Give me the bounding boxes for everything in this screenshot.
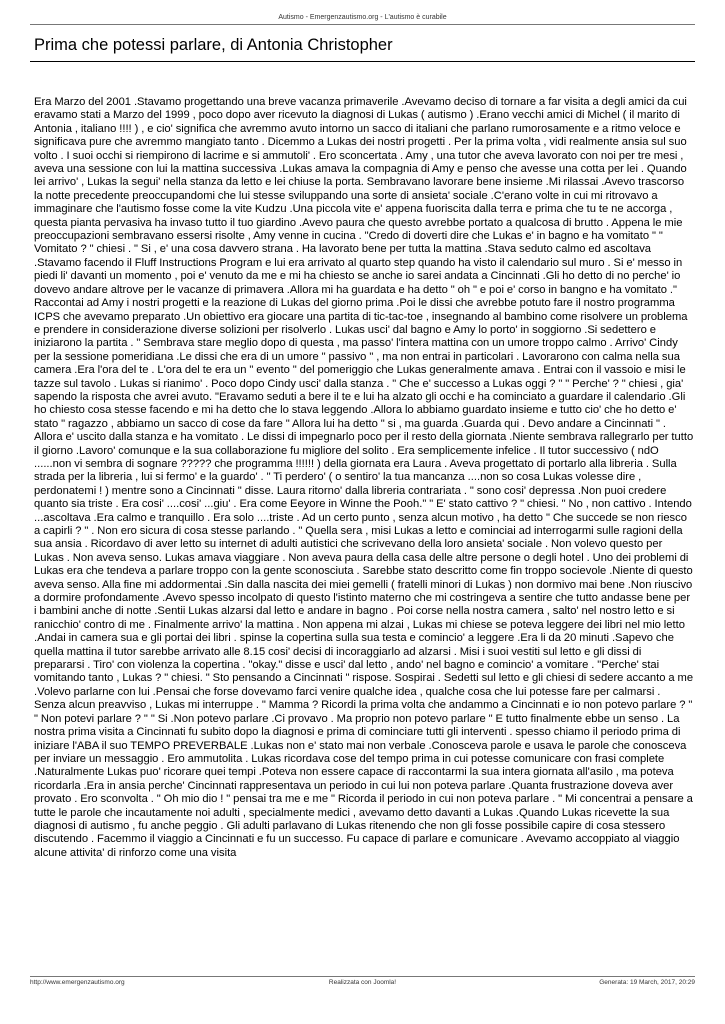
article-title: Prima che potessi parlare, di Antonia Christopher bbox=[34, 36, 393, 54]
title-divider bbox=[30, 61, 695, 62]
footer-powered-by: Realizzata con Joomla! bbox=[328, 979, 397, 986]
site-header-line: Autismo - Emergenzautismo.org - L'autismo è curabile bbox=[30, 14, 695, 25]
page-footer bbox=[30, 976, 695, 986]
footer-generated-date: Generata: 19 March, 2017, 20:29 bbox=[599, 979, 696, 986]
article-body: Era Marzo del 2001 .Stavamo progettando una breve vacanza primaverile .Avevamo deciso di tornare a far visita a degli amici da cui eravamo stati a Marzo del 1999 , poco dopo aver ricevuto la diagnosi di Lukas ( autismo ) .Erano vecchi amici di Michel ( il marito di Antonia , italiano !!!! ) , e cio' significa che avremmo avuto intorno un sacco di italiani che parlano rumorosamente e a ritmo veloce e significava pure che avremmo mangiato tanto . Dicemmo a Lukas dei nostri progetti . Per la prima volta , vidi realmente ansia sul suo volto . I suoi occhi si riempirono di lacrime e si ammutoli' . Ero sconcertata . Amy , una tutor che aveva lavorato con noi per tre mesi , aveva una sessione con lui la mattina successiva .Lukas amava la compagnia di Amy e penso che avesse una cotta per lei . Quando lei arrivo' , Lukas la segui' nella stanza da letto e lei chiuse la porta. Sembravano lavorare bene insieme .Mi rilassai .Avevo trascorso la notte precedente preoccupandomi che lui stesse sviluppando una sorte di ansieta' sociale .C'erano volte in cui mi ritrovavo a immaginare che l'autismo fosse come la vite Kudzu .Una piccola vite e' appena fuoriscita dalla terra e prima che tu te ne accorga , questa pianta pervasiva ha invaso tutto il tuo giardino .Avevo paura che questo avrebbe portato a qualcosa di brutto . Appena le mie preoccupazioni sembravano essersi risolte , Amy venne in cucina . "Credo di doverti dire che Lukas e' in bagno e ha vomitato " " Vomitato ? " chiesi . " Si , e' una cosa davvero strana . Ha lavorato bene per tutta la mattina .Stava seduto calmo ed ascoltava .Stavamo facendo il Fluff Instructions Program e lui era arrivato al quarto step quando ha visto il calendario sul muro . Si e' messo in piedi li' davanti un momento , poi e' venuto da me e mi ha chiesto se anche io sarei andata a Cincinnati .Gli ho detto di no perche' io dovevo andare altrove per le vacanze di primavera .Allora mi ha guardata e ha detto " oh " e poi e' corso in bangno e ha vomitato ." Raccontai ad Amy i nostri progetti e la reazione di Lukas del giorno prima .Poi le dissi che avrebbe potuto fare il nostro programma ICPS che avevamo preparato .Un obiettivo era giocare una partita di tic-tac-toe , insegnando al bambino come risolvere un problema e prendere in considerazione diverse solizioni per risolverlo . Lukas usci' dal bagno e Amy lo porto' in soggiorno .Si sedettero e iniziarono la partita . " Sembrava stare meglio dopo di questa , ma passo' l'intera mattina con un umore troppo calmo . Arrivo' Cindy per la sessione pomeridiana .Le dissi che era di un umore " passivo " , ma non entrai in particolari . Lavorarono con calma nella sua camera .Era l'ora del te . L'ora del te era un " evento " del pomeriggio che Lukas generalmente amava . Entrai con il vassoio e misi le tazze sul tavolo . Lukas si rianimo' . Poco dopo Cindy usci' dalla stanza . " Che e' successo a Lukas oggi ? " " Perche' ? " chiesi , gia' sapendo la risposta che avrei avuto. "Eravamo seduti a bere il te e lui ha alzato gli occhi e ha cominciato a guardare il calendario .Gli ho chiesto cosa stesse facendo e mi ha detto che lo stava leggendo .Allora lo abbiamo guardato insieme e tutto cio' che ho detto e' stato " ragazzo , abbiamo un sacco di cose da fare " Allora lui ha detto " si , ma guarda .Guarda qui . Devo andare a Cincinnati " . Allora e' uscito dalla stanza e ha vomitato . Le dissi di impegnarlo poco per il resto della giornata .Niente sembrava rallegrarlo per tutto il giorno .Lavoro' comunque e la sua collaborazione fu migliore del solito . Era semplicemente infelice . Il tutor successivo ( ndO ......non vi sembra di sognare ????? che programma !!!!!! ) della giornata era Laura . Aveva progettato di portarlo alla libreria . Sulla strada per la libreria , lui si fermo' e la guardo' . " Ti perdero' ( o sentiro' la tua mancanza ....non so cosa Lukas volesse dire , perdonatemi ! ) mentre sono a Cincinnati " disse. Laura ritorno' dalla libreria contrariata . " sono cosi' depressa .Non puoi credere quanto sia triste . Era cosi' ....cosi' ...giu' . Era come Eeyore in Winne the Pooh." " E' stato cattivo ? " chiesi. " No , non cattivo . Intendo ...ascoltava .Era calmo e tranquillo . Era solo ....triste . Ad un certo punto , senza alcun motivo , ha detto " Che succede se non riesco a capirli ? " . Non ero sicura di cosa stesse parlando . " Quella sera , misi Lukas a letto e cominciai ad interrogarmi sulle ragioni della sua ansia . Ricordavo di aver letto su internet di adulti autistici che scrivevano della loro ansieta' sociale . Non volevo questo per Lukas . Non aveva senso. Lukas amava viaggiare . Non aveva paura della casa delle altre persone o degli hotel . Uno dei problemi di Lukas era che tendeva a parlare troppo con la gente sconosciuta . Sarebbe stato descritto come fin troppo socievole .Niente di questo aveva senso. Alla fine mi addormentai .Sin dalla nascita dei miei gemelli ( fratelli minori di Lukas ) non dormivo mai bene .Non riuscivo a dormire profondamente .Avevo spesso incolpato di questo l'istinto materno che mi costringeva a sentire che tutto andasse bene per i bambini anche di notte .Sentii Lukas alzarsi dal letto e andare in bagno . Poi corse nella nostra camera , salto' nel nostro letto e si ranicchio' contro di me . Finalmente arrivo' la mattina . Non appena mi alzai , Lukas mi chiese se poteva leggere dei libri nel mio letto .Andai in camera sua e gli portai dei libri . spinse la copertina sulla sua testa e comincio' a leggere .Era li da 20 minuti .Sapevo che quella mattina il tutor sarebbe arrivato alle 8.15 cosi' decisi di incoraggiarlo ad alzarsi . Misi i suoi vestiti sul letto e gli dissi di prepararsi . Tiro' con violenza la copertina . "okay." disse e usci' dal letto , ando' nel bagno e comincio' a vomitare . "Perche' stai vomitando tanto , Lukas ? " chiesi. " Sto pensando a Cincinnati " rispose. Sospirai . Sedetti sul letto e gli chiesi di sedere accanto a me .Volevo parlarne con lui .Pensai che forse dovevamo farci venire qualche idea , qualche cosa che lui potesse fare per calmarsi . Senza alcun preavviso , Lukas mi interruppe . " Mamma ? Ricordi la prima volta che andammo a Cincinnati e io non potevo parlare ? " " Non potevi parlare ? " " Si .Non potevo parlare .Ci provavo . Ma proprio non potevo parlare " E tutto finalmente ebbe un senso . La nostra prima visita a Cincinnati fu subito dopo la diagnosi e prima di cominciare tutti gli interventi . spesso chiamo il periodo prima di iniziare l'ABA il suo TEMPO PREVERBALE .Lukas non e' stato mai non verbale .Conosceva parole e usava le parole che conosceva per inviare un messaggio . Ero ammutolita . Lukas ricordava cose del tempo prima in cui potesse comunicare con frasi complete .Naturalmente Lukas puo' ricorare quei tempi .Poteva non essere capace di raccontarmi la sua intera giornata all'asilo , ma poteva ricordarla .Era in ansia perche' Cincinnati rappresentava un periodo in cui lui non poteva parlare .Quanta frustrazione doveva aver provato . Ero sconvolta . " Oh mio dio ! " pensai tra me e me " Ricorda il periodo in cui non poteva parlare . " Mi concentrai a pensare a tutte le parole che incautamente noi adulti , specialmente medici , avevamo detto davanti a Lukas .Quando Lukas ricevette la sua diagnosi di autismo , fu anche peggio . Gli adulti parlavano di Lukas ritenendo che non gli fosse possibile capire di cosa stessero discutendo . Facemmo il viaggio a Cincinnati e fu un successo. Fu capace di parlare e comunicare . Avevamo accoppiato al viaggio alcune attivita' di rinforzo come una visita bbox=[34, 96, 694, 859]
footer-url: http://www.emergenzautismo.org bbox=[30, 979, 125, 986]
